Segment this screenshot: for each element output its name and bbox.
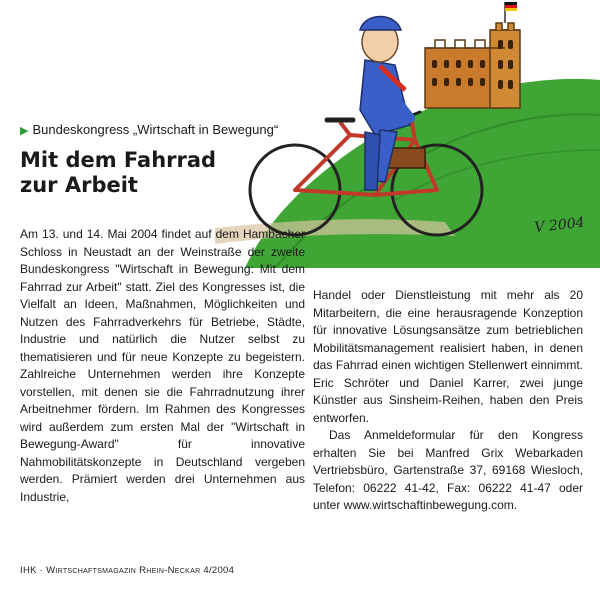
kicker-text: Bundeskongress „Wirtschaft in Bewegung“ bbox=[32, 122, 279, 137]
triangle-arrow-icon: ▶ bbox=[20, 125, 29, 137]
article-column-left bbox=[20, 226, 305, 506]
headline-line-1: Mit dem Fahrrad bbox=[20, 148, 217, 172]
castle bbox=[425, 2, 520, 108]
paragraph-1: Am 13. und 14. Mai 2004 findet auf dem Hambacher Schloss in Neustadt an der Weinstraße der zweite Bundeskongress "Wirtschaft in Bewegung: Mit dem Fahrrad zur Arbeit" statt. Ziel des Kongresses ist, die Vielfalt an Ideen, Maßnahmen, Möglichkeiten und Nutzen des Fahrradverkehrs für Betriebe, Städte, Industrie und natürlich die Nutzer selbst zu thematisieren und für neue Konzepte zu begeistern. Zahlreiche Unternehmen werden ihre Konzepte vorstellen, mit denen sie die Fahrradnutzung ihrer Arbeitnehmer fördern. Im Rahmen des Kongresses wird außerdem zum ersten Mal der "Wirtschaft in Bewegung-Award" für innovative Nahmobilitätskonzepte in Deutschland vergeben werden. Prämiert werden drei Unternehmen aus Industrie, bbox=[20, 227, 305, 504]
paragraph-continued: Handel oder Dienstleistung mit mehr als 20 Mitarbeitern, die eine herausragende Konzeption für innovative Lösungsansätze zum betrieblichen Mobilitätsmanagement realisiert haben, in denen das Fahrrad einen wichtigen Stellenwert einnimmt. Eric Schröter und Daniel Karrer, zwei junge Künstler aus Sinsheim-Reihen, haben den Preis entworfen. bbox=[313, 288, 583, 425]
article-column-right bbox=[313, 287, 583, 515]
headline-line-2: zur Arbeit bbox=[20, 173, 138, 197]
kicker-line bbox=[20, 122, 278, 137]
paragraph-registration: Das Anmeldeformular für den Kongress erhalten Sie bei Manfred Grix Webarkaden Vertriebsbüro, Gartenstraße 37, 69168 Wiesloch, Telefon: 06222 41-42, Fax: 06222 41-47 oder unter www.wirtschaftinbewegung.com. bbox=[313, 428, 583, 512]
page-footer: IHK · Wirtschaftsmagazin Rhein-Neckar 4/2004 bbox=[20, 565, 235, 576]
artist-signature: V 2004 bbox=[533, 214, 586, 236]
article-headline bbox=[20, 148, 250, 198]
